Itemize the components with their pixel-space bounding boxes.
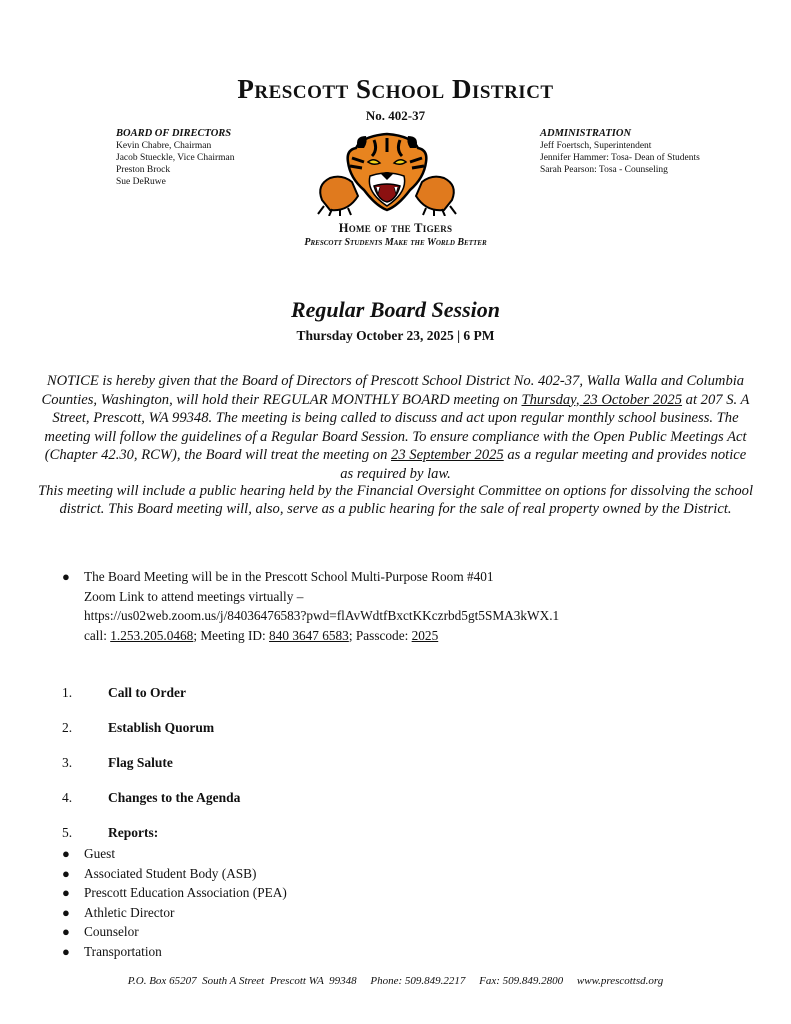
agenda-label: Call to Order — [108, 685, 186, 700]
agenda-label: Flag Salute — [108, 755, 173, 770]
list-item — [62, 903, 287, 923]
admin-member: Jennifer Hammer: Tosa- Dean of Students — [540, 153, 700, 163]
agenda-number: 5. — [62, 825, 73, 840]
report-label: Counselor — [84, 924, 139, 940]
agenda-number: 1. — [62, 685, 73, 700]
session-title: Regular Board Session — [290, 297, 501, 322]
district-number: No. 402-37 — [365, 108, 426, 123]
report-label: Athletic Director — [84, 904, 175, 920]
admin-member: Sarah Pearson: Tosa - Counseling — [540, 165, 668, 175]
call-info — [84, 626, 559, 646]
agenda-number: 4. — [62, 790, 73, 805]
home-of-text: Home of the Tigers — [338, 221, 453, 235]
passcode: 2025 — [411, 627, 439, 643]
notice-text: NOTICE is hereby given that the Board of Directors of Prescott School District No. 402-37, Walla Walla and Columbia Counties, Washington, will hold their REGULAR MONTHLY BOARD meeting on — [41, 373, 745, 408]
board-member: Sue DeRuwe — [116, 177, 166, 187]
board-of-directors — [116, 128, 235, 188]
agenda-number: 3. — [62, 755, 73, 770]
district-name: Prescott School District — [237, 74, 554, 104]
session-date: Thursday October 23, 2025 | 6 PM — [296, 328, 495, 343]
bullet-icon: ● — [62, 943, 70, 959]
bullet-icon: ● — [62, 569, 70, 584]
meeting-notice — [38, 372, 753, 518]
zoom-label: Zoom Link to attend meetings virtually – — [84, 588, 304, 604]
agenda-item — [62, 825, 158, 841]
report-label: Transportation — [84, 943, 162, 959]
footer-phone: Phone: 509.849.2217 — [370, 975, 466, 987]
tiger-mascot-logo — [312, 130, 462, 216]
motto-text: Prescott Students Make the World Better — [304, 237, 487, 248]
agenda-item — [62, 755, 173, 771]
district-motto — [0, 237, 791, 248]
report-label: Guest — [84, 846, 116, 861]
home-of-tigers — [0, 221, 791, 236]
notice-text: as a regular meeting and provides notice as required by law. — [340, 447, 747, 482]
admin-heading: ADMINISTRATION — [540, 128, 632, 139]
list-item — [62, 883, 287, 903]
meeting-location: The Board Meeting will be in the Prescott School Multi-Purpose Room #401 — [84, 569, 494, 584]
notice-text: at 207 S. A Street, Prescott, WA 99348. The meeting is being called to discuss and act upon regular monthly school business. The meeting will follow the guidelines of a Regular Board Session. To ensure compliance with the Open Public Meetings Act (Chapter 42.30, RCW), the Board will treat the meeting on — [44, 391, 750, 463]
agenda-label: Establish Quorum — [108, 720, 215, 735]
board-member: Kevin Chabre, Chairman — [116, 141, 212, 151]
zoom-link[interactable]: https://us02web.zoom.us/j/84036476583?pwd=flAvWdtfBxctKKczrbd5gt5SMA3kWX.1 — [84, 608, 560, 623]
agenda-item — [62, 790, 240, 806]
list-item — [62, 942, 287, 962]
admin-member: Jeff Foertsch, Superintendent — [540, 141, 652, 151]
footer-fax: Fax: 509.849.2800 — [479, 975, 564, 987]
bullet-icon: ● — [62, 846, 70, 861]
list-item — [62, 844, 287, 864]
footer-website[interactable]: www.prescottsd.org — [576, 975, 664, 987]
agenda-number: 2. — [62, 720, 73, 735]
board-member: Jacob Stueckle, Vice Chairman — [116, 153, 235, 163]
reports-list — [62, 844, 287, 962]
phone-number[interactable]: 1.253.205.0468 — [110, 627, 194, 643]
meeting-id: 840 3647 6583 — [269, 627, 349, 643]
agenda-label: Reports: — [108, 825, 159, 840]
footer-address: P.O. Box 65207 South A Street Prescott WA 99348 — [127, 975, 357, 987]
notice-date: 23 September 2025 — [391, 447, 504, 463]
bullet-icon: ● — [62, 924, 70, 940]
board-member: Preston Brock — [116, 165, 171, 175]
report-label: Prescott Education Association (PEA) — [84, 885, 287, 901]
report-label: Associated Student Body (ASB) — [84, 865, 257, 881]
passcode-label: ; Passcode: — [348, 627, 412, 643]
call-label: call: — [84, 627, 111, 643]
footer — [0, 975, 791, 987]
list-item — [62, 864, 287, 884]
agenda-item — [62, 720, 214, 736]
bullet-icon: ● — [62, 885, 70, 901]
list-item — [62, 922, 287, 942]
agenda-label: Changes to the Agenda — [108, 790, 241, 805]
agenda-item — [62, 685, 186, 701]
bullet-icon: ● — [62, 904, 70, 920]
board-heading: BOARD OF DIRECTORS — [116, 128, 232, 139]
district-title — [0, 74, 791, 105]
bullet-icon: ● — [62, 865, 70, 881]
meeting-info — [62, 567, 559, 645]
meeting-id-label: ; Meeting ID: — [193, 627, 270, 643]
administration — [540, 128, 700, 176]
notice-date: Thursday, 23 October 2025 — [521, 391, 683, 408]
notice-hearing-text: This meeting will include a public hearing held by the Financial Oversight Committee on options for dissolving the school district. This Board meeting will, also, serve as a public hearing for the sale of real property owned by the District. — [38, 483, 754, 517]
